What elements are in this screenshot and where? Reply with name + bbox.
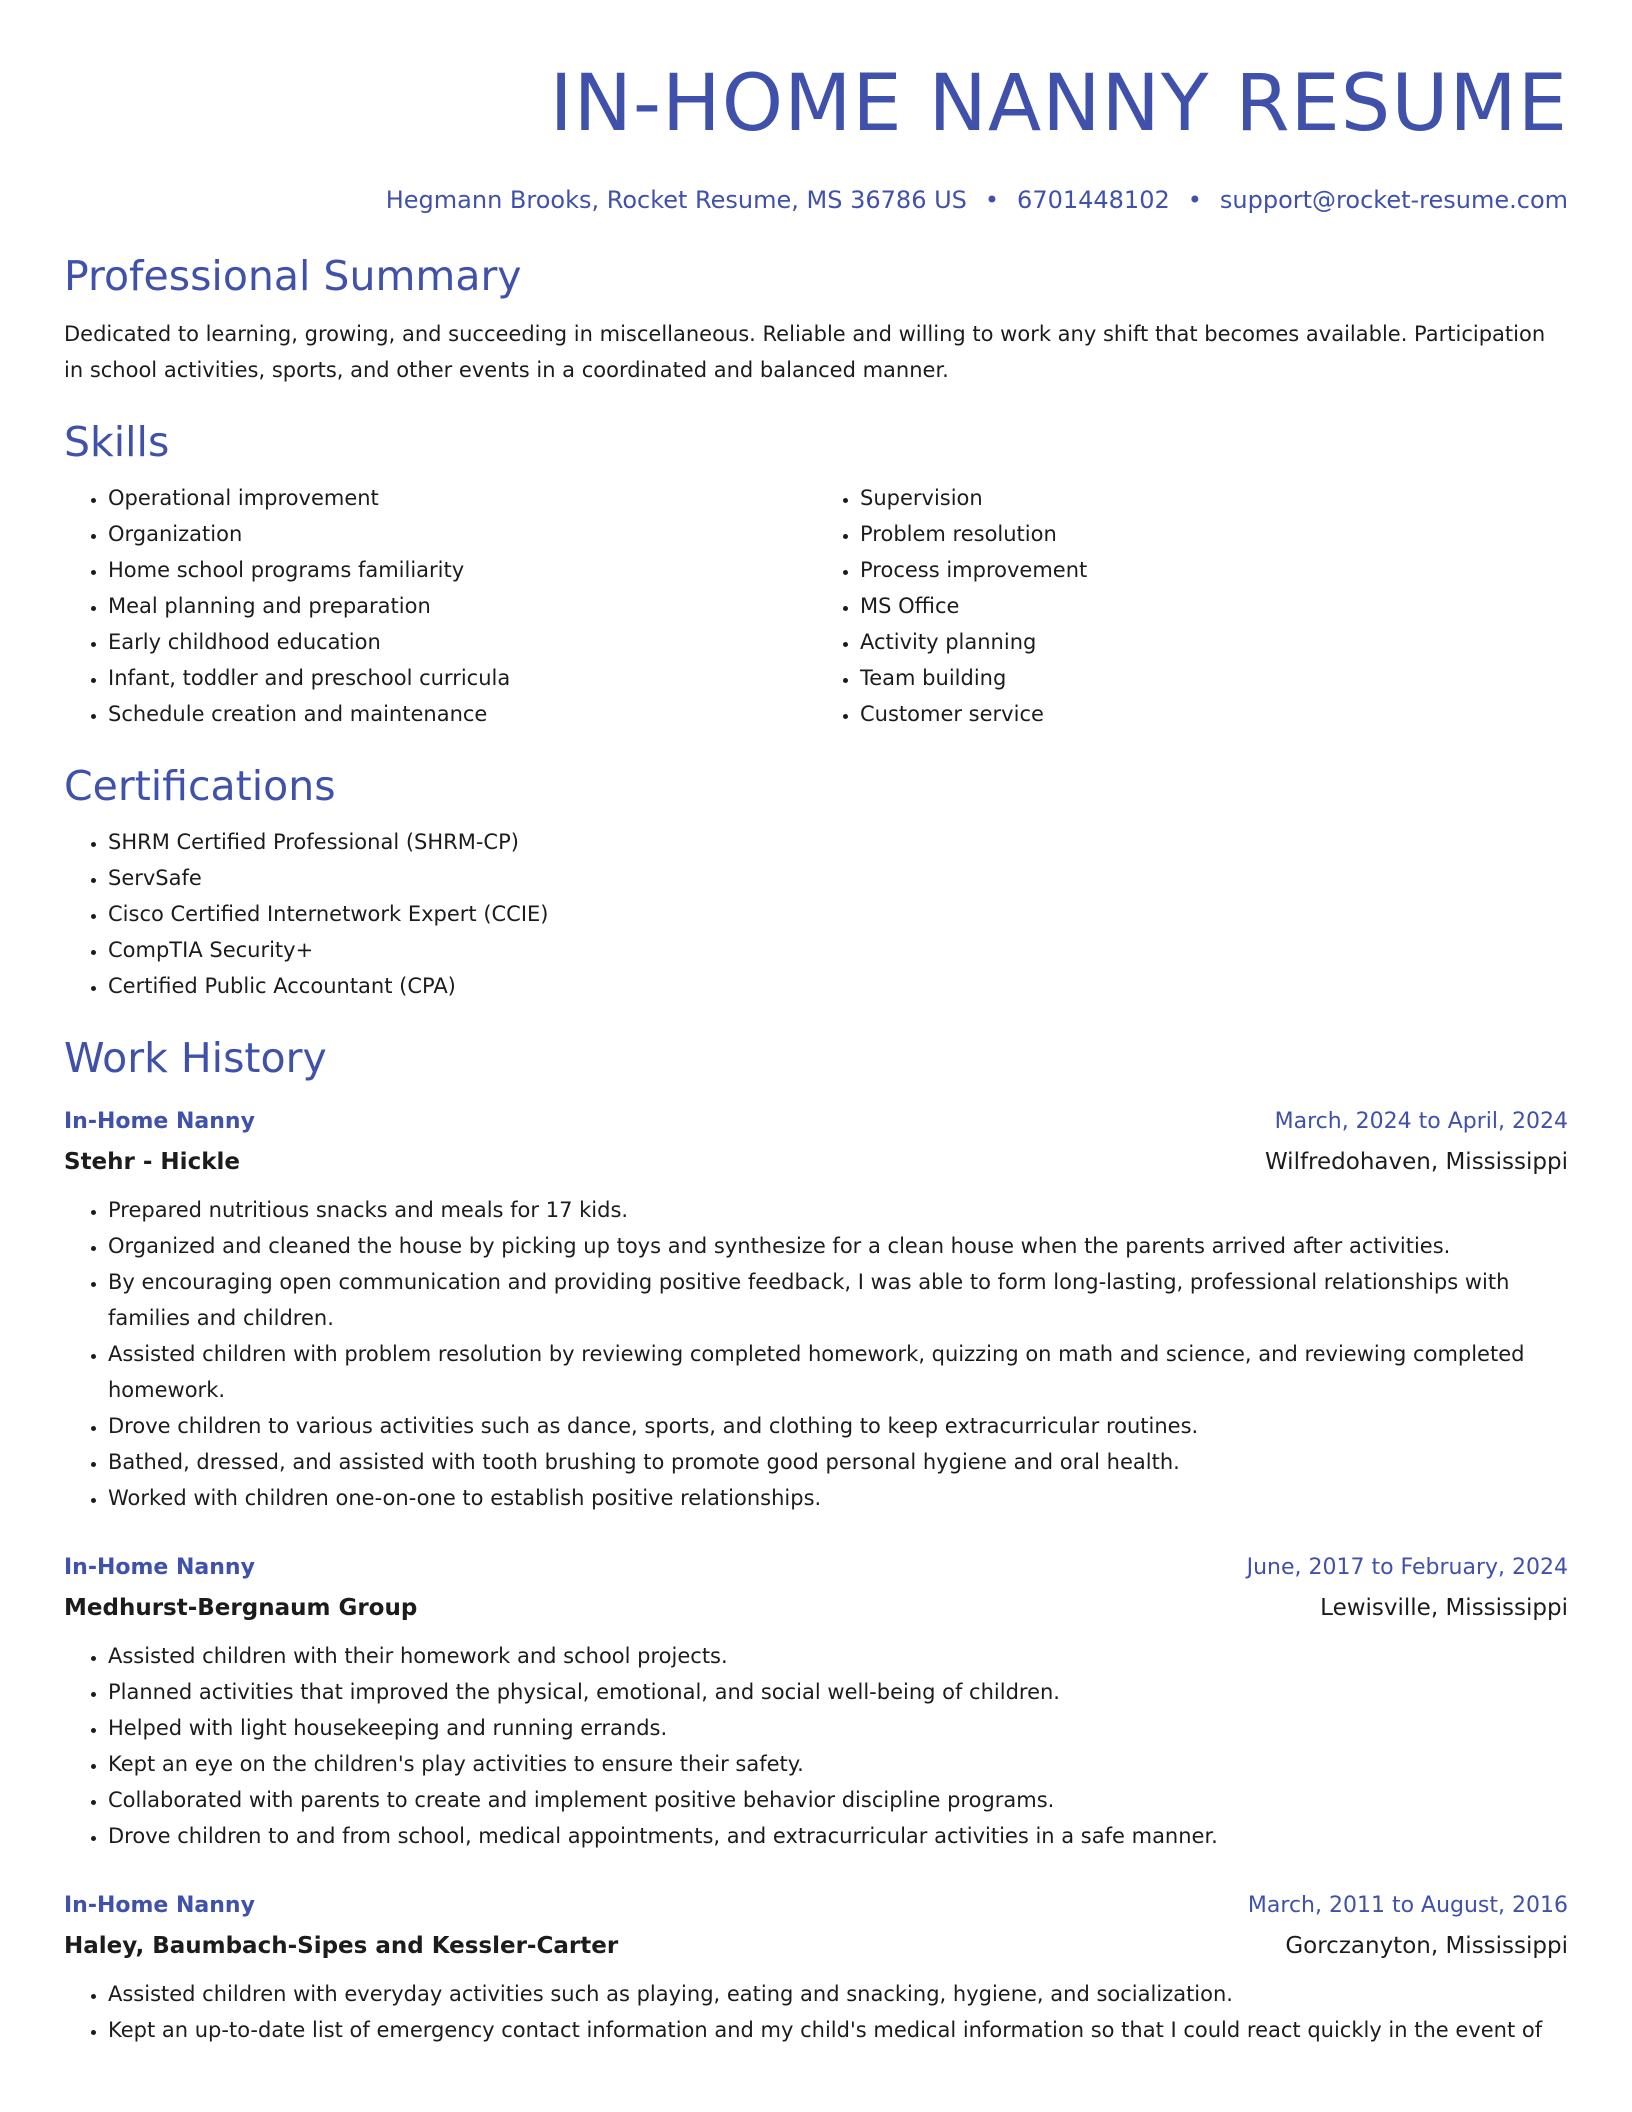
job-bullet: • Kept an up-to-date list of emergency contact information and my child's medical information so that I could react quickly in the event of	[108, 2012, 1568, 2048]
job-bullets	[64, 1638, 1568, 1854]
certification-item: • ServSafe	[108, 860, 1568, 896]
contact-separator: •	[1187, 186, 1202, 214]
job-bullet: • Collaborated with parents to create and implement positive behavior discipline programs.	[108, 1782, 1568, 1818]
skill-item: • Operational improvement	[108, 480, 816, 516]
skill-item: • MS Office	[860, 588, 1568, 624]
resume-title: IN-HOME NANNY RESUME	[549, 59, 1568, 149]
job-entry	[64, 1548, 1568, 1854]
contact-email[interactable]: support@rocket-resume.com	[1219, 186, 1568, 214]
job-title: In-Home Nanny	[64, 1893, 255, 1918]
job-subheader	[64, 1588, 1568, 1628]
job-entry	[64, 1886, 1568, 2048]
job-dates: March, 2024 to April, 2024	[1274, 1109, 1568, 1134]
job-bullet: • Drove children to and from school, medical appointments, and extracurricular activities in a safe manner.	[108, 1818, 1568, 1854]
job-header	[64, 1886, 1568, 1926]
job-location: Lewisville, Mississippi	[1320, 1595, 1568, 1621]
job-bullet: • Kept an eye on the children's play activities to ensure their safety.	[108, 1746, 1568, 1782]
skill-item: • Schedule creation and maintenance	[108, 696, 816, 732]
job-bullet: • Worked with children one-on-one to establish positive relationships.	[108, 1480, 1568, 1516]
job-subheader	[64, 1926, 1568, 1966]
skill-item: • Team building	[860, 660, 1568, 696]
contact-phone[interactable]: 6701448102	[1017, 186, 1170, 214]
job-header	[64, 1548, 1568, 1588]
job-bullet: • Organized and cleaned the house by picking up toys and synthesize for a clean house when the parents arrived after activities.	[108, 1228, 1568, 1264]
job-bullet: • Assisted children with problem resolution by reviewing completed homework, quizzing on math and science, and reviewing completed homework.	[108, 1336, 1568, 1408]
job-bullets	[64, 1192, 1568, 1516]
job-bullet: • Helped with light housekeeping and running errands.	[108, 1710, 1568, 1746]
skills-list-left	[64, 480, 816, 732]
certification-item: • SHRM Certified Professional (SHRM-CP)	[108, 824, 1568, 860]
certification-item: • Certified Public Accountant (CPA)	[108, 968, 1568, 1004]
certification-item: • Cisco Certified Internetwork Expert (CCIE)	[108, 896, 1568, 932]
work-history-heading: Work History	[64, 1034, 327, 1082]
job-company: Haley, Baumbach-Sipes and Kessler-Carter	[64, 1933, 619, 1959]
contact-separator: •	[984, 186, 1000, 214]
job-title: In-Home Nanny	[64, 1109, 255, 1134]
job-dates: March, 2011 to August, 2016	[1247, 1893, 1568, 1918]
skill-item: • Problem resolution	[860, 516, 1568, 552]
certifications-heading: Certifications	[64, 762, 336, 810]
job-bullet: • Planned activities that improved the physical, emotional, and social well-being of children.	[108, 1674, 1568, 1710]
job-header	[64, 1102, 1568, 1142]
job-bullet: • By encouraging open communication and providing positive feedback, I was able to form long-lasting, professional relationships with families and children.	[108, 1264, 1568, 1336]
summary-heading: Professional Summary	[64, 252, 522, 300]
job-location: Wilfredohaven, Mississippi	[1264, 1149, 1568, 1175]
job-bullet: • Assisted children with their homework and school projects.	[108, 1638, 1568, 1674]
job-dates: June, 2017 to February, 2024	[1246, 1555, 1568, 1580]
certifications-list	[64, 824, 1568, 1004]
skill-item: • Early childhood education	[108, 624, 816, 660]
skills-columns	[64, 480, 1568, 732]
summary-text: Dedicated to learning, growing, and succeeding in miscellaneous. Reliable and willing to work any shift that becomes available. Participation in school activities, sports, and other events in a coordinated and balanced manner.	[64, 322, 1546, 382]
contact-line	[64, 184, 1568, 216]
skill-item: • Customer service	[860, 696, 1568, 732]
skills-heading: Skills	[64, 418, 170, 466]
skill-item: • Organization	[108, 516, 816, 552]
contact-address: Hegmann Brooks, Rocket Resume, MS 36786 US	[385, 186, 967, 214]
job-company: Stehr - Hickle	[64, 1149, 240, 1175]
skill-item: • Infant, toddler and preschool curricula	[108, 660, 816, 696]
resume-page	[64, 0, 1568, 2048]
job-entry	[64, 1102, 1568, 1516]
job-bullet: • Prepared nutritious snacks and meals for 17 kids.	[108, 1192, 1568, 1228]
skill-item: • Process improvement	[860, 552, 1568, 588]
skill-item: • Supervision	[860, 480, 1568, 516]
job-location: Gorczanyton, Mississippi	[1285, 1933, 1568, 1959]
certification-item: • CompTIA Security+	[108, 932, 1568, 968]
job-bullet: • Bathed, dressed, and assisted with tooth brushing to promote good personal hygiene and oral health.	[108, 1444, 1568, 1480]
job-bullet: • Drove children to various activities such as dance, sports, and clothing to keep extracurricular routines.	[108, 1408, 1568, 1444]
job-bullets	[64, 1976, 1568, 2048]
job-bullet: • Assisted children with everyday activities such as playing, eating and snacking, hygiene, and socialization.	[108, 1976, 1568, 2012]
skills-list-right	[816, 480, 1568, 732]
skill-item: • Home school programs familiarity	[108, 552, 816, 588]
job-subheader	[64, 1142, 1568, 1182]
job-title: In-Home Nanny	[64, 1555, 255, 1580]
skill-item: • Activity planning	[860, 624, 1568, 660]
job-company: Medhurst-Bergnaum Group	[64, 1595, 418, 1621]
skill-item: • Meal planning and preparation	[108, 588, 816, 624]
